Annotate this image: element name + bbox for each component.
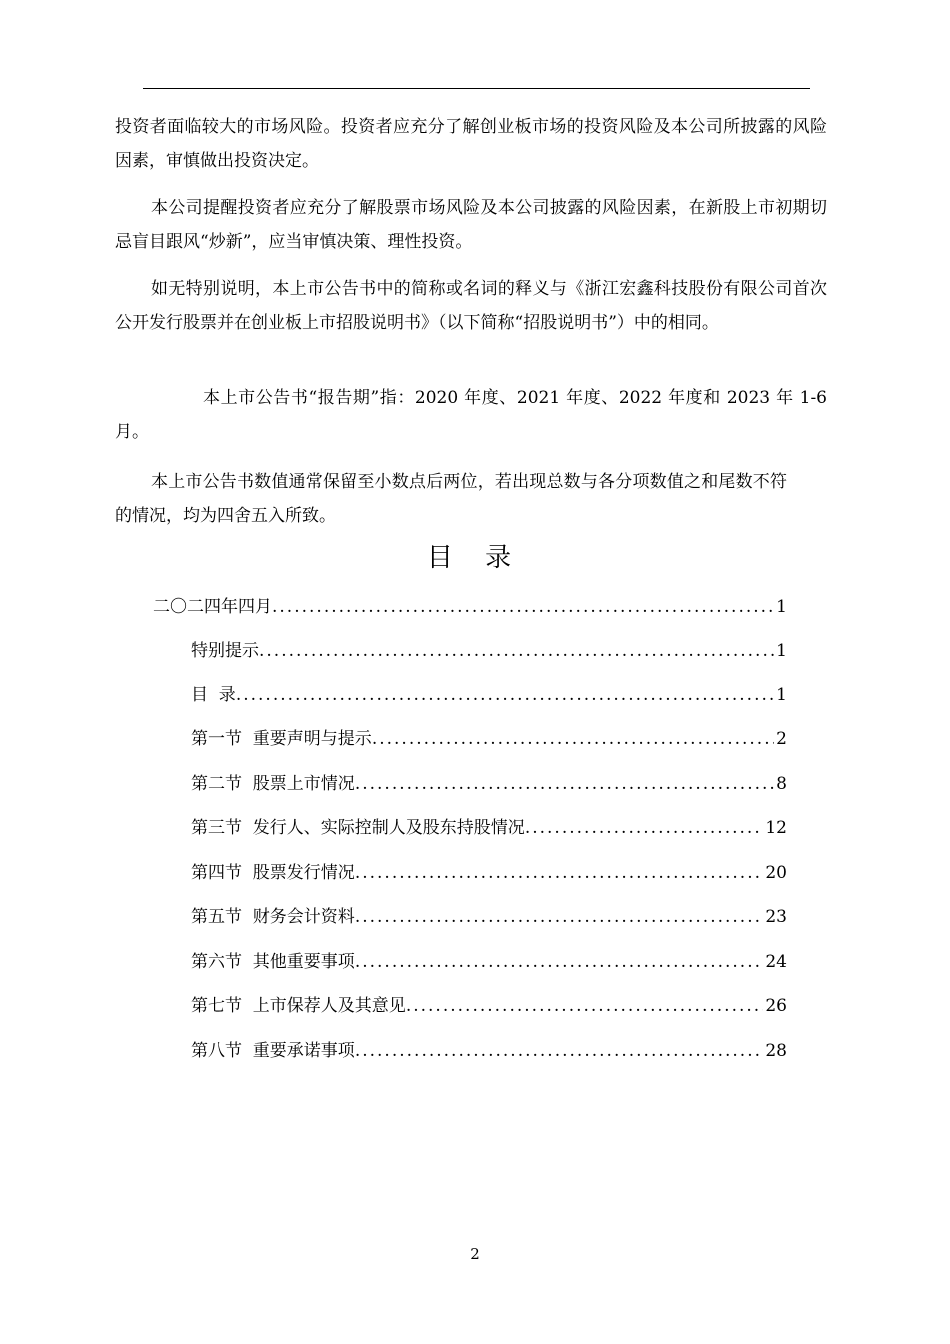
toc-leader-dots: [525, 813, 764, 843]
toc-entry-label: 第六节 其他重要事项: [191, 952, 355, 972]
toc-leader-dots: [355, 858, 764, 888]
toc-entry-label: 第四节 股票发行情况: [191, 863, 355, 883]
toc-entry-label: 第二节 股票上市情况: [191, 774, 355, 794]
toc-leader-dots: [355, 902, 764, 932]
toc-entry-contents[interactable]: [191, 680, 787, 710]
toc-entry-page: 2: [776, 729, 787, 749]
paragraph-rounding-note: 本上市公告书数值通常保留至小数点后两位，若出现总数与各分项数值之和尾数不符的情况，均为四舍五入所致。: [115, 472, 787, 526]
header-rule: [143, 88, 810, 89]
toc-entry-label: 特别提示: [191, 641, 259, 661]
toc-entry-label: 第五节 财务会计资料: [191, 907, 355, 927]
toc-entry-label: 二〇二四年四月: [153, 597, 272, 617]
toc-title: 目 录: [426, 543, 524, 573]
page-number: 2: [470, 1245, 480, 1263]
paragraph-definitions: 如无特别说明，本上市公告书中的简称或名词的释义与《浙江宏鑫科技股份有限公司首次公开发行股票并在创业板上市招股说明书》（以下简称“招股说明书”）中的相同。: [115, 279, 827, 333]
toc-entry-label: 目 录: [191, 685, 236, 705]
toc-entry-section-7[interactable]: [191, 991, 787, 1021]
toc-leader-dots: [272, 592, 774, 622]
toc-leader-dots: [355, 1036, 764, 1066]
toc-entry-section-4[interactable]: [191, 858, 787, 888]
toc-leader-dots: [236, 680, 774, 710]
toc-entry-label: 第一节 重要声明与提示: [191, 729, 372, 749]
paragraph-reporting-period: 本上市公告书“报告期”指：2020 年度、2021 年度、2022 年度和 2023 年 1-6 月。: [115, 388, 828, 442]
toc-entry-page: 1: [776, 685, 787, 705]
toc-entry-page: 1: [776, 641, 787, 661]
toc-entry-page: 1: [776, 597, 787, 617]
toc-entry-page: 28: [765, 1041, 787, 1061]
toc-entry-special-notice[interactable]: [191, 636, 787, 666]
toc-entry-label: 第三节 发行人、实际控制人及股东持股情况: [191, 818, 525, 838]
paragraph-investor-reminder: 本公司提醒投资者应充分了解股票市场风险及本公司披露的风险因素，在新股上市初期切忌盲目跟风“炒新”，应当审慎决策、理性投资。: [115, 198, 827, 252]
toc-leader-dots: [372, 724, 774, 754]
toc-leader-dots: [259, 636, 774, 666]
toc-entry-label: 第八节 重要承诺事项: [191, 1041, 355, 1061]
toc-entry-page: 26: [765, 996, 787, 1016]
toc-leader-dots: [406, 991, 764, 1021]
toc-entry-page: 12: [765, 818, 787, 838]
toc-entry-section-3[interactable]: [191, 813, 787, 843]
toc-entry-date[interactable]: [153, 592, 787, 622]
toc-entry-section-2[interactable]: [191, 769, 787, 799]
toc-leader-dots: [355, 769, 774, 799]
paragraph-market-risk: 投资者面临较大的市场风险。投资者应充分了解创业板市场的投资风险及本公司所披露的风险因素，审慎做出投资决定。: [115, 117, 827, 171]
toc-entry-section-8[interactable]: [191, 1036, 787, 1066]
toc-entry-section-1[interactable]: [191, 724, 787, 754]
toc-entry-page: 23: [765, 907, 787, 927]
toc-entry-section-6[interactable]: [191, 947, 787, 977]
toc-leader-dots: [355, 947, 764, 977]
toc-entry-label: 第七节 上市保荐人及其意见: [191, 996, 406, 1016]
toc-entry-section-5[interactable]: [191, 902, 787, 932]
toc-entry-page: 8: [776, 774, 787, 794]
toc-entry-page: 24: [765, 952, 787, 972]
toc-entry-page: 20: [765, 863, 787, 883]
